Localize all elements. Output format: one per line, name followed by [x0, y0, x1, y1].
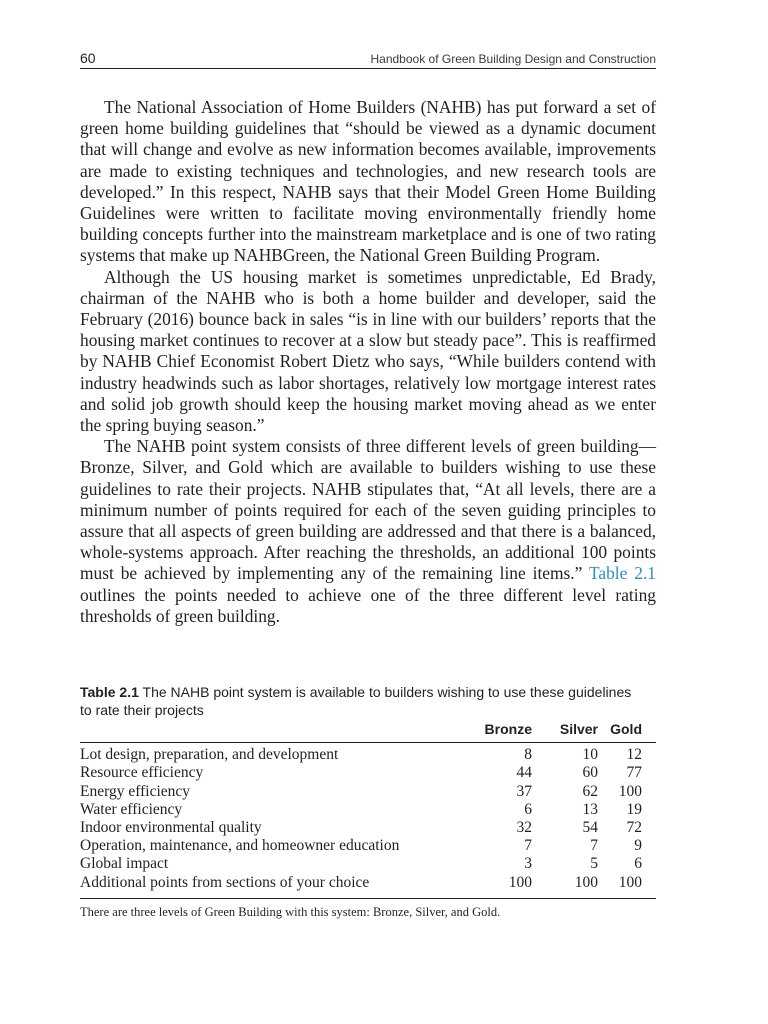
bronze-value: 7	[524, 837, 532, 855]
gold-value: 77	[626, 764, 642, 782]
row-label: Lot design, preparation, and development	[80, 746, 339, 764]
table-row	[80, 837, 656, 855]
bronze-value: 6	[524, 800, 532, 818]
gold-value: 100	[598, 874, 656, 899]
header-rule	[80, 68, 656, 69]
table-caption-label: Table 2.1	[80, 684, 139, 700]
column-header-bronze: Bronze	[472, 718, 532, 743]
table-row	[80, 801, 656, 819]
running-header	[80, 50, 656, 66]
table-row	[80, 783, 656, 801]
page-number: 60	[80, 50, 96, 66]
table-row	[80, 819, 656, 837]
gold-value: 12	[626, 746, 642, 764]
bronze-value: 100	[472, 874, 532, 899]
table-row	[80, 874, 656, 899]
gold-value: 100	[618, 782, 642, 800]
bronze-value: 3	[524, 855, 532, 873]
silver-value: 13	[582, 800, 598, 818]
column-header-label	[80, 718, 472, 743]
silver-value: 60	[582, 764, 598, 782]
paragraph-3	[80, 436, 656, 627]
row-label: Resource efficiency	[80, 764, 204, 782]
row-label: Water efficiency	[80, 800, 183, 818]
paragraph-3-text-before: The NAHB point system consists of three different levels of green building—Bronze, Silver, and Gold which are available to builders wishing to use these guidelines to rate their projects. NAHB stipulates that, “At all levels, there are a minimum number of points required for each of the seven guiding principles to assure that all aspects of green building are addressed and that there is a balanced, whole-systems approach. After reaching the thresholds, an additional 100 points must be achieved by implementing any of the remaining line items.”	[80, 436, 656, 584]
silver-value: 54	[582, 819, 598, 837]
bronze-value: 37	[516, 782, 532, 800]
silver-value: 62	[582, 782, 598, 800]
row-label: Operation, maintenance, and homeowner education	[80, 837, 400, 855]
row-label: Energy efficiency	[80, 782, 191, 800]
row-label: Additional points from sections of your choice	[80, 874, 472, 899]
table-row	[80, 743, 656, 765]
table-2-1-link[interactable]: Table 2.1	[588, 563, 656, 584]
table-row	[80, 764, 656, 782]
paragraph-2: Although the US housing market is sometimes unpredictable, Ed Brady, chairman of the NAHB who is both a home builder and developer, said the February (2016) bounce back in sales “is in line with our builders’ reports that the housing market continues to recover at a slow but steady pace”. This is reaffirmed by NAHB Chief Economist Robert Dietz who says, “While builders contend with industry headwinds such as labor shortages, relatively low mortgage interest rates and solid job growth should keep the housing market moving ahead as we enter the spring buying season.”	[80, 266, 656, 436]
paragraph-3-text-after: outlines the points needed to achieve one of the three different level rating thresholds of green building.	[80, 584, 656, 626]
table-header-row	[80, 718, 656, 743]
column-header-gold: Gold	[598, 718, 656, 743]
silver-value: 5	[590, 855, 598, 873]
table-caption	[80, 683, 640, 719]
body-text	[80, 97, 656, 627]
table-caption-text: The NAHB point system is available to builders wishing to use these guidelines to rate their projects	[80, 684, 632, 718]
gold-value: 72	[626, 819, 642, 837]
gold-value: 9	[634, 837, 642, 855]
bronze-value: 44	[516, 764, 532, 782]
bronze-value: 32	[516, 819, 532, 837]
gold-value: 19	[626, 800, 642, 818]
table-row	[80, 855, 656, 873]
bronze-value: 8	[524, 746, 532, 764]
table-footnote: There are three levels of Green Building with this system: Bronze, Silver, and Gold.	[80, 905, 501, 919]
row-label: Global impact	[80, 855, 169, 873]
points-table	[80, 718, 656, 899]
paragraph-1: The National Association of Home Builders (NAHB) has put forward a set of green home building guidelines that “should be viewed as a dynamic document that will change and evolve as new information becomes available, improvements are made to existing techniques and technologies, and new research tools are developed.” In this respect, NAHB says that their Model Green Home Building Guidelines were written to facilitate moving environmentally friendly home building concepts further into the mainstream marketplace and is one of two rating systems that make up NAHBGreen, the National Green Building Program.	[80, 97, 656, 266]
silver-value: 10	[582, 746, 598, 764]
column-header-silver: Silver	[532, 718, 598, 743]
silver-value: 100	[532, 874, 598, 899]
gold-value: 6	[634, 855, 642, 873]
silver-value: 7	[590, 837, 598, 855]
row-label: Indoor environmental quality	[80, 819, 262, 837]
running-title: Handbook of Green Building Design and Construction	[370, 52, 656, 66]
